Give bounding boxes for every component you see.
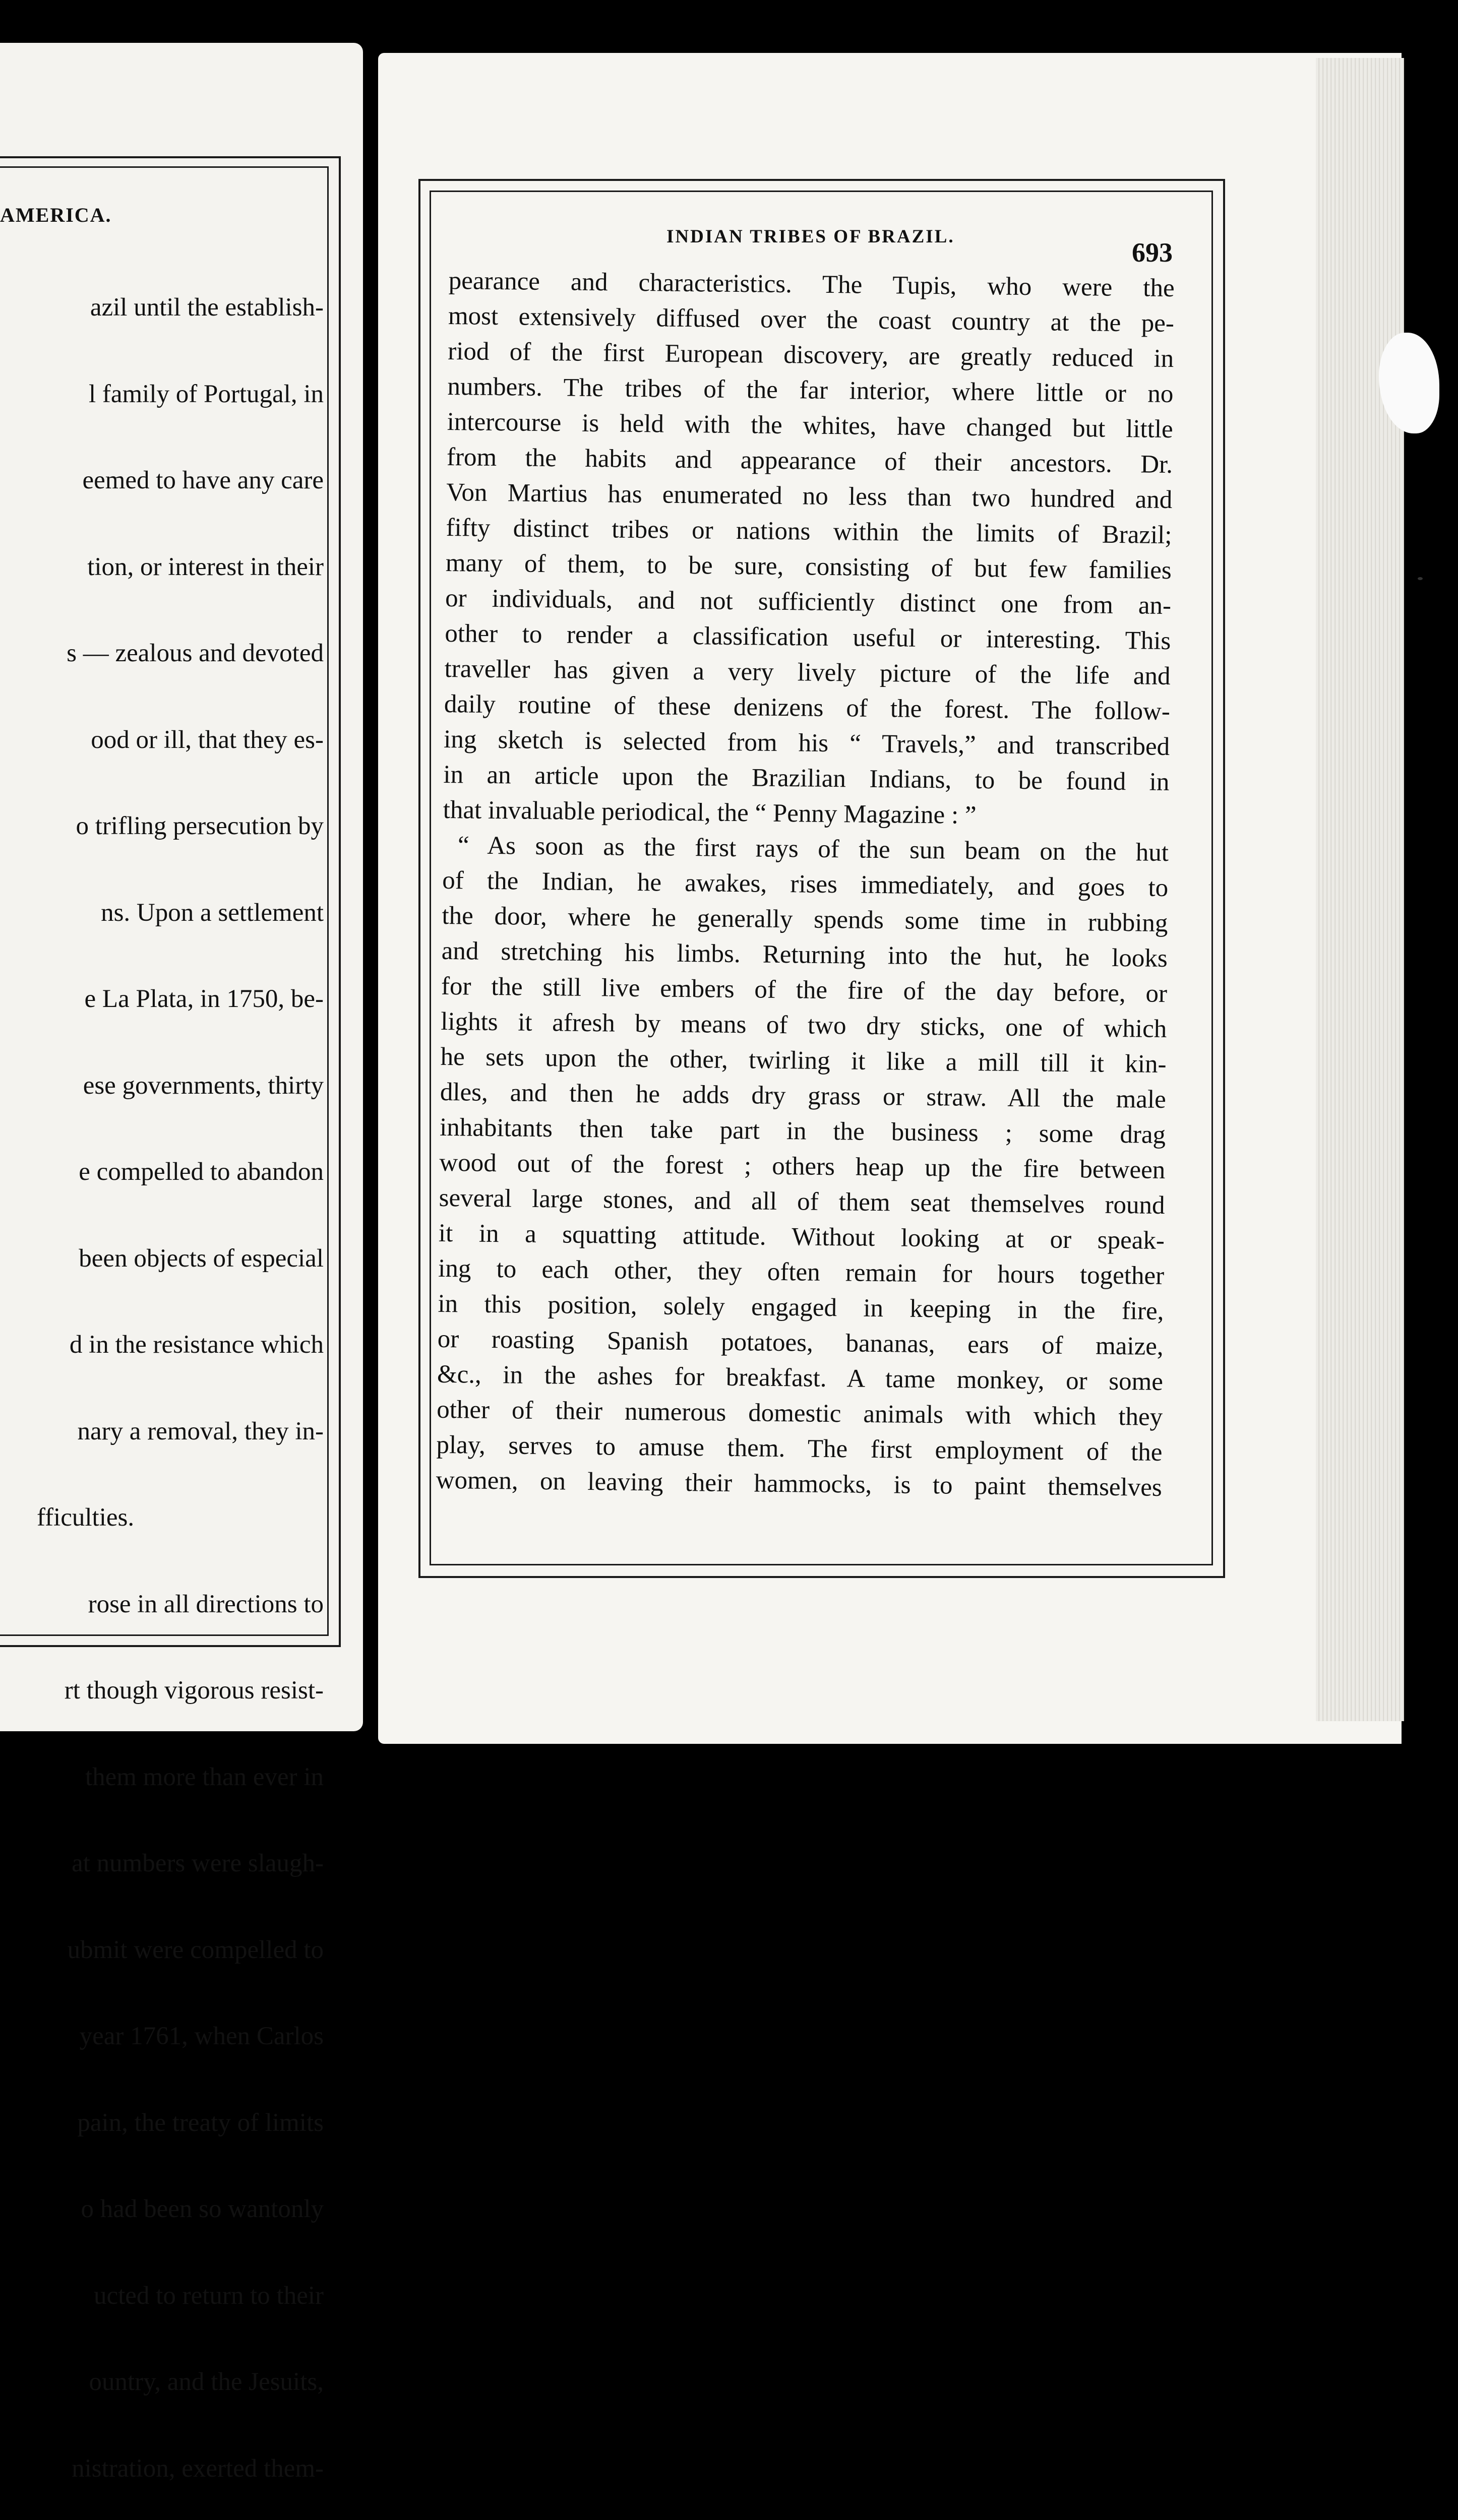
text-line: several large stones, and all of them seat themselves round (439, 1183, 1165, 1220)
left-line: fficulties. (37, 1503, 135, 1532)
left-line: pain, the treaty of limits (77, 2108, 324, 2137)
text-line: &c., in the ashes for breakfast. A tame monkey, or some (437, 1360, 1164, 1396)
text-line: ing sketch is selected from his “ Travels,” and transcribed (443, 725, 1170, 762)
left-line: rt though vigorous resist- (64, 1676, 324, 1705)
text-line: in an article upon the Brazilian Indians, to be found in (443, 760, 1170, 797)
text-line: traveller has given a very lively picture of the life and (444, 654, 1171, 691)
text-line: or roasting Spanish potatoes, bananas, ears of maize, (437, 1325, 1164, 1361)
left-line: ns. Upon a settlement (101, 898, 324, 927)
left-line: e La Plata, in 1750, be- (84, 985, 324, 1013)
left-line: s — zealous and devoted (67, 639, 324, 667)
text-line: in this position, solely engaged in keeping in the fire, (438, 1289, 1164, 1326)
left-line: been objects of especial (79, 1244, 324, 1273)
left-running-head: AMERICA. (0, 204, 112, 226)
text-line: most extensively diffused over the coast country at the pe- (448, 301, 1175, 338)
text-line: he sets upon the other, twirling it like a mill till it kin- (440, 1042, 1167, 1079)
left-line: o had been so wantonly (81, 2195, 324, 2223)
text-line: or individuals, and not sufficiently distinct one from an- (445, 584, 1172, 620)
left-line: nary a removal, they in- (77, 1417, 324, 1445)
left-line: nistration, exerted them- (72, 2454, 324, 2483)
left-line: tion, or interest in their (87, 552, 324, 581)
page-edges (1316, 58, 1404, 1721)
left-line: d in the resistance which (69, 1331, 324, 1359)
text-line: play, serves to amuse them. The first employment of the (436, 1430, 1163, 1467)
left-page (0, 43, 363, 2483)
text-line: intercourse is held with the whites, have changed but little (447, 407, 1174, 444)
text-line: other of their numerous domestic animals with which they (436, 1395, 1163, 1431)
left-line: ountry, and the Jesuits, (89, 2368, 324, 2396)
text-line: daily routine of these denizens of the forest. The follow- (444, 689, 1171, 726)
text-line: many of them, to be sure, consisting of but few families (445, 548, 1172, 585)
ink-speck (1418, 577, 1423, 580)
text-line: pearance and characteristics. The Tupis, who were the (448, 267, 1175, 303)
text-line: it in a squatting attitude. Without looking at or speak- (438, 1219, 1165, 1255)
left-line: rose in all directions to (88, 1590, 324, 1618)
text-line: the door, where he generally spends some time in rubbing (442, 901, 1168, 938)
left-line: ubmit were compelled to (67, 1935, 324, 1964)
running-head: INDIAN TRIBES OF BRAZIL. (666, 226, 955, 247)
left-line: e compelled to abandon (79, 1158, 324, 1186)
left-line: them more than ever in (85, 1762, 324, 1791)
text-line: ing to each other, they often remain for hours together (438, 1254, 1165, 1290)
page-number: 693 (1132, 237, 1173, 268)
text-line: dles, and then he adds dry grass or straw. All the male (440, 1078, 1167, 1114)
left-line: ese governments, thirty (83, 1071, 324, 1100)
left-line: o trifling persecution by (76, 812, 324, 840)
left-line: azil until the establish- (90, 293, 324, 322)
text-line: numbers. The tribes of the far interior, where little or no (447, 372, 1174, 409)
text-line: of the Indian, he awakes, rises immediately, and goes to (442, 866, 1169, 903)
text-line: women, on leaving their hammocks, is to paint themselves (436, 1466, 1163, 1502)
left-line: eemed to have any care (82, 466, 324, 494)
text-line: that invaluable periodical, the “ Penny Magazine : ” (443, 795, 977, 830)
body-text (436, 268, 1175, 1510)
text-line: wood out of the forest ; others heap up the fire between (439, 1148, 1166, 1184)
text-line: “ As soon as the first rays of the sun beam on the hut (457, 831, 1169, 867)
text-line: for the still live embers of the fire of the day before, or (441, 972, 1168, 1008)
text-line: riod of the first European discovery, are greatly reduced in (447, 337, 1174, 373)
text-line: Von Martius has enumerated no less than two hundred and (446, 478, 1173, 515)
text-line: fifty distinct tribes or nations within the limits of Brazil; (446, 513, 1172, 550)
left-page-text (37, 243, 324, 2520)
text-line: lights it afresh by means of two dry sticks, one of which (441, 1007, 1167, 1043)
text-line: other to render a classification useful or interesting. This (445, 619, 1171, 656)
left-line: year 1761, when Carlos (79, 2022, 324, 2050)
text-line: inhabitants then take part in the business ; some drag (439, 1113, 1166, 1149)
left-line: at numbers were slaugh- (72, 1849, 324, 1877)
text-line: from the habits and appearance of their ancestors. Dr. (446, 443, 1173, 479)
left-line: l family of Portugal, in (88, 380, 324, 408)
left-line: ood or ill, that they es- (91, 725, 324, 754)
left-line: ucted to return to their (93, 2281, 324, 2310)
text-line: and stretching his limbs. Returning into the hut, he looks (441, 936, 1168, 973)
